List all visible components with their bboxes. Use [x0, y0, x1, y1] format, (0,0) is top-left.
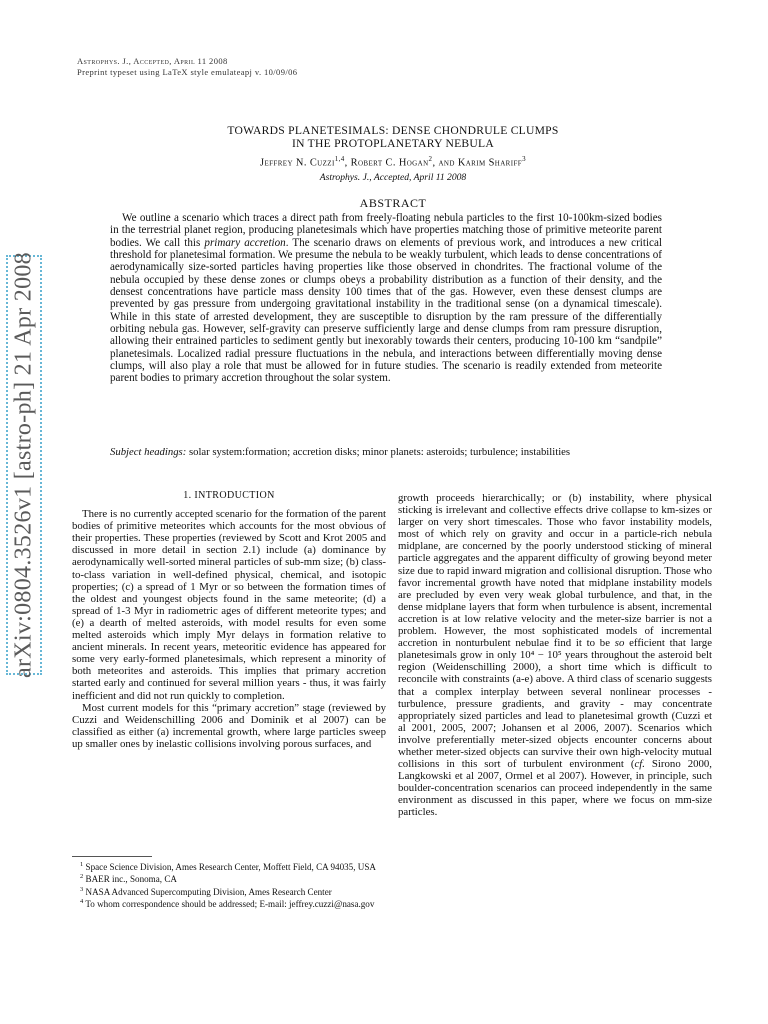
- author-3-affil: 3: [522, 155, 526, 163]
- footnote-1: [72, 860, 386, 872]
- footnotes: [72, 856, 386, 909]
- author-3: Karim Shariff: [457, 157, 523, 169]
- running-header-line2: Preprint typeset using LaTeX style emulateapj v. 10/09/06: [77, 67, 298, 77]
- title-line-2: IN THE PROTOPLANETARY NEBULA: [292, 137, 494, 150]
- author-1: Jeffrey N. Cuzzi: [260, 157, 335, 169]
- paper-title: [100, 124, 686, 150]
- right-column: [398, 492, 712, 819]
- footnote-3: [72, 885, 386, 897]
- running-header-line1: Astrophys. J., Accepted, April 11 2008: [77, 56, 228, 66]
- running-header: [77, 56, 297, 78]
- author-list: [100, 155, 686, 168]
- author-2-affil: 2: [428, 155, 433, 163]
- footnote-2: [72, 872, 386, 884]
- footnote-4: [72, 897, 386, 909]
- intro-paragraph-3-part-c: Sirono 2000, Langkowski et al 2007, Ormel et al 2007). However, in principle, such boulder-concentration scenarios can proceed independently in the same environment as discussed in this paper, where we focus on mm-size particles.: [398, 758, 712, 819]
- abstract-heading: ABSTRACT: [359, 196, 427, 210]
- footnote-3-text: NASA Advanced Supercomputing Division, Ames Research Center: [83, 886, 332, 897]
- title-line-1: TOWARDS PLANETESIMALS: DENSE CHONDRULE CLUMPS: [227, 124, 559, 137]
- abstract-text: [110, 212, 662, 385]
- footnote-2-text: BAER inc., Sonoma, CA: [83, 874, 177, 885]
- intro-paragraph-1: There is no currently accepted scenario for the formation of the parent bodies of primitive meteorites which accounts for the most obvious of their properties. These properties (reviewed by Scott and Krot 2005 and discussed in more detail in section 2.1) include (a) dominance by aerodynamically well-sorted mineral particles of sub-mm size; (b) class-to-class variation in well-defined physical, chemical, and isotopic properties; (c) a spread of 1 Myr or so between the formation times of the oldest and youngest objects found in the same meteorite; (d) a spread of 1-3 Myr in radiometric ages of different meteorite types; and (e) a dearth of melted asteroids, with model results for even some melted asteroids which imply Myr delays in formation relative to ancient minerals. In recent years, meteoritic evidence has appeared for some very early-formed planetesimals, which represent a minority of both meteorites and asteroids. This implies that primary accretion started early and continued for several million years - thus, it was fairly inefficient and did not run quickly to completion.: [72, 508, 386, 702]
- footnote-1-text: Space Science Division, Ames Research Center, Moffett Field, CA 94035, USA: [83, 862, 376, 873]
- author-separator-2: , and: [432, 157, 458, 169]
- intro-paragraph-2: Most current models for this “primary accretion” stage (reviewed by Cuzzi and Weidenschilling 2006 and Dominik et al 2007) can be classified as either (a) incremental growth, where large particles sweep up smaller ones by inelastic collisions involving porous surfaces, and: [72, 701, 386, 750]
- footnote-4-number: 4: [80, 897, 84, 905]
- abstract-part-1: We outline a scenario which traces a direct path from freely-floating nebula particles to the first 10-100km-sized bodies in the terrestrial planet region, producing planetesimals which have properties matching those of primitive meteorite parent bodies. We call this: [110, 212, 662, 249]
- intro-paragraph-3-part-a: growth proceeds hierarchically; or (b) instability, where physical sticking is irrelevant and collective effects drive collapse to km-sizes or larger on very short timescales. Those who favor instability models, most of which rely on gravity and occur in a particle-rich nebula midplane, are concerned by the poorly understood sticking of mineral particle aggregates and the apparent difficulty of growing beyond meter size due to rapid inward migration and collisional disruption. Those who favor incremental growth have noted that midplane instability models are precluded by even very weak global turbulence, and that, in the dense midplane layers that form when turbulence is absent, incremental accretion is at low relative velocity and the meter-size barrier is not a problem. However, the most sophisticated models of incremental accretion in nonturbulent nebulae find it to be: [398, 492, 712, 650]
- intro-paragraph-3-emphasis: so: [614, 637, 625, 650]
- abstract-part-2: . The scenario draws on elements of previous work, and introduces a new critical threshold for planetesimal formation. We presume the nebula to be weakly turbulent, which leads to dense concentrations of aerodynamically size-sorted particles having properties like those observed in chondrites. The fractional volume of the nebula occupied by these dense zones or clumps obeys a probability distribution as a function of their density, and the densest concentrations have particle mass density 100 times that of the gas. However, even these densest clumps are prevented by gas pressure from undergoing gravitational instability in the traditional sense (on a dynamical timescale). While in this state of arrested development, they are susceptible to disruption by the ram pressure of the differentially orbiting nebula gas. However, self-gravity can preserve sufficiently large and dense clumps from ram pressure disruption, allowing their entrained particles to sediment gently but inexorably towards their centers, producing 10-100 km “sandpile” planetesimals. Localized radial pressure fluctuations in the nebula, and interactions between differentially moving dense clumps, will also play a role that must be allowed for in future studies. The scenario is readily extended from meteorite parent bodies to primary accretion throughout the solar system.: [110, 236, 662, 385]
- arxiv-identifier: arXiv:0804.3526v1 [astro-ph] 21 Apr 2008: [10, 252, 37, 678]
- section-heading: 1. INTRODUCTION: [183, 490, 275, 501]
- left-column: [72, 490, 386, 750]
- author-2: Robert C. Hogan: [350, 157, 429, 169]
- footnote-3-number: 3: [80, 885, 84, 893]
- subject-headings-text: solar system:formation; accretion disks; minor planets: asteroids; turbulence; instabilities: [186, 446, 571, 458]
- intro-paragraph-3: [398, 492, 712, 819]
- intro-paragraph-3-part-b: efficient that large planetesimals grow in only 10⁴ − 10⁵ years throughout the asteroid belt region (Weidenschilling 2000), a short time which is difficult to reconcile with constraints (a-e) above. A third class of scenario suggests that a complex interplay between several nonlinear processes - turbulence, pressure gradients, and gravity - may concentrate appropriately sized particles and lead to planetesimal growth (Cuzzi et al 2001, 2005, 2007; Johansen et al 2006, 2007). Scenarios which involve preferentially meter-sized objects encounter concerns about whether meter-sized objects can survive their own high-velocity mutual collisions in this sort of turbulent environment (: [398, 637, 712, 771]
- footnote-1-number: 1: [80, 861, 84, 868]
- abstract-emphasis: primary accretion: [204, 236, 286, 249]
- arxiv-stamp: [6, 252, 42, 678]
- author-separator-1: ,: [344, 157, 351, 169]
- footnote-rule: [72, 856, 152, 857]
- footnote-4-text: To whom correspondence should be addressed; E-mail: jeffrey.cuzzi@nasa.gov: [83, 899, 375, 910]
- subject-headings-label: Subject headings:: [110, 446, 187, 458]
- footnote-2-number: 2: [80, 873, 84, 881]
- subject-headings: [110, 446, 662, 458]
- journal-line: Astrophys. J., Accepted, April 11 2008: [319, 172, 467, 183]
- author-1-affil: 1,4: [334, 155, 345, 163]
- intro-paragraph-3-cf: cf.: [634, 758, 645, 771]
